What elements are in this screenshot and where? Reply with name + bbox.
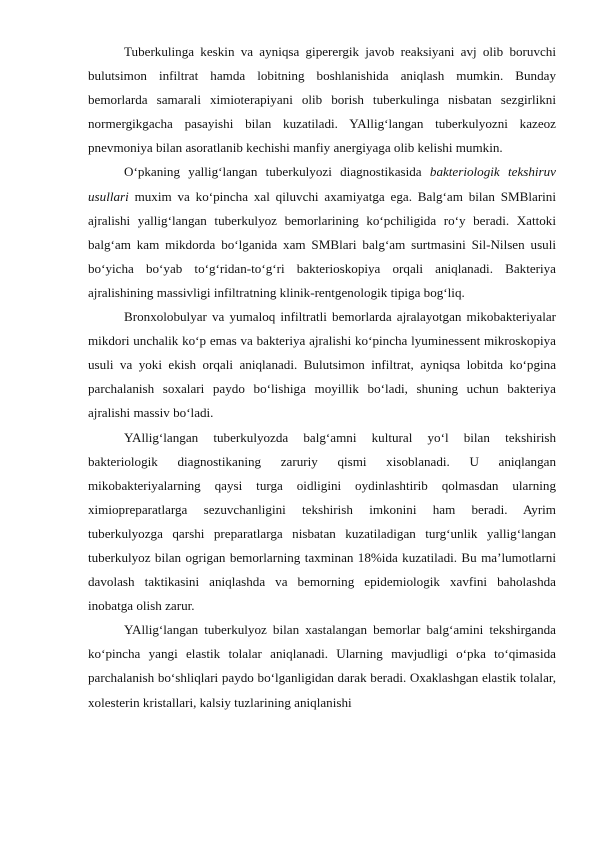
emphasized-term: bakteriologik tekshiruv usullari [88, 164, 556, 204]
paragraph-tuberculin-reaction: Tuberkulinga keskin va ayniqsa giperergik javob reaksiyani avj olib boruvchi bulutsimon infiltrat hamda lobitning boshlanishida aniqlash mumkin. Bunday bemorlarda samarali ximioterapiyani olib borish tuberkulinga nisbatan sezgirlikni normergikgacha pasayishi bilan kuzatiladi. YAllig‘langan tuberkulyozni kazeoz pnevmoniya bilan asoratlanib kechishi manfiy anergiyaga olib kelishi mumkin. [88, 44, 556, 156]
paragraph-infiltrate-types: Bronxolobulyar va yumaloq infiltratli bemorlarda ajralayotgan mikobakteriyalar mikdori unchalik ko‘p emas va bakteriya ajralishi ko‘pincha lyuminessent mikroskopiya usuli va yoki ekish orqali aniqlanadi. Bulutsimon infiltrat, ayniqsa lobitda ko‘pgina parchalanish soxalari paydo bo‘lishiga moyillik bo‘ladi, shuning uchun bakteriya ajralishi massiv bo‘ladi. [88, 309, 556, 421]
paragraph-lead-text: O‘pkaning yallig‘langan tuberkulyozi diagnostikasida [124, 164, 430, 180]
paragraph-elastic-fibers: YAllig‘langan tuberkulyoz bilan xastalangan bemorlar balg‘amini tekshirganda ko‘pincha yangi elastik tolalar aniqlanadi. Ularning mavjudligi o‘pka to‘qimasida parchalanish bo‘shliqlari paydo bo‘lganligidan darak beradi. Oxaklashgan elastik tolalar, xolesterin kristallari, kalsiy tuzlarining aniqlanishi [88, 622, 556, 710]
paragraph-cultural-examination: YAllig‘langan tuberkulyozda balg‘amni kultural yo‘l bilan tekshirish bakteriologik diagnostikaning zaruriy qismi xisoblanadi. U aniqlangan mikobakteriyalarning qaysi turga oidligini oydinlashtirib qolmasdan ularning ximiopreparatlarga sezuvchanligini tekshirish imkonini ham beradi. Ayrim tuberkulyozga qarshi preparatlarga nisbatan kuzatiladigan turg‘unlik yallig‘langan tuberkulyoz bilan ogrigan bemorlarning taxminan 18%ida kuzatiladi. Bu ma’lumotlarni davolash taktikasini aniqlashda va bemorning epidemiologik xavfini baholashda inobatga olish zarur. [88, 429, 556, 614]
paragraph-continued-text: muxim va ko‘pincha xal qiluvchi axamiyatga ega. Balg‘am bilan SMBlarini ajralishi yallig‘langan tuberkulyoz bemorlarining ko‘pchiligida ro‘y beradi. Xattoki balg‘am kam mikdorda bo‘lganida xam SMBlari balg‘am surtmasini Sil-Nilsen usuli bo‘yicha bo‘yab to‘g‘ridan-to‘g‘ri bakterioskopiya orqali aniqlanadi. Bakteriya ajralishining massivligi infiltratning klinik-rentgenologik tipiga bog‘liq. [88, 188, 556, 300]
paragraph-bacteriological-methods [88, 160, 556, 305]
document-page [88, 40, 556, 715]
